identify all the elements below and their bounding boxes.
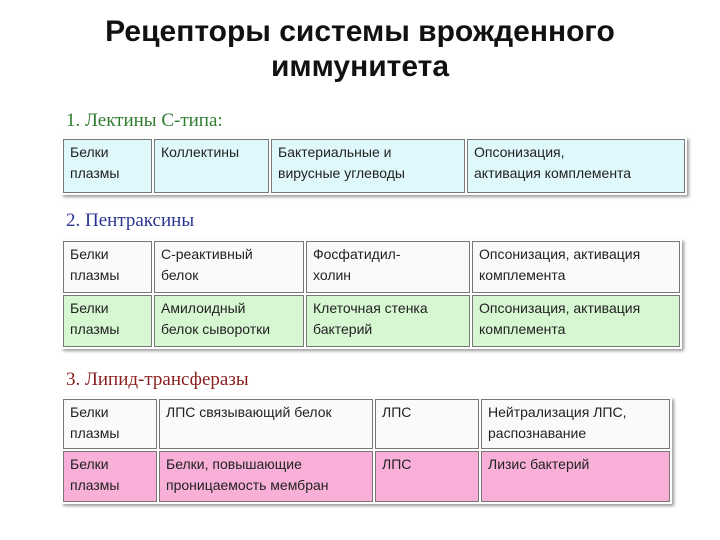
table-cell: Бактериальные и вирусные углеводы — [271, 139, 465, 193]
lipid-transferases-table — [61, 397, 672, 504]
table-cell: Белки плазмы — [63, 451, 157, 502]
table-cell: ЛПС — [375, 451, 479, 502]
table-row — [61, 239, 682, 294]
table-cell: С-реактивный белок — [154, 241, 304, 293]
table-row — [61, 449, 672, 503]
table-cell: Белки плазмы — [63, 241, 152, 293]
table-cell: ЛПС связывающий белок — [159, 399, 373, 449]
table-cell: ЛПС — [375, 399, 479, 449]
table-cell: Фосфатидил- холин — [306, 241, 470, 293]
table-cell: Белки, повышающие проницаемость мембран — [159, 451, 373, 502]
table-cell: Белки плазмы — [63, 399, 157, 449]
table-row — [61, 293, 682, 348]
section-heading-lipid-transferases: 3. Липид-трансферазы — [66, 369, 249, 390]
table-cell: Клеточная стенка бактерий — [306, 295, 470, 347]
pentraxins-table — [61, 239, 682, 349]
table-cell: Опсонизация, активация комплемента — [472, 295, 680, 347]
table-cell: Лизис бактерий — [481, 451, 670, 502]
table-cell: Опсонизация, активация комплемента — [472, 241, 680, 293]
lectins-table — [61, 137, 687, 195]
table-cell: Белки плазмы — [63, 295, 152, 347]
table-row — [61, 137, 687, 195]
table-cell: Амилоидный белок сыворотки — [154, 295, 304, 347]
table-cell: Нейтрализация ЛПС, распознавание — [481, 399, 670, 449]
table-cell: Опсонизация, активация комплемента — [467, 139, 685, 193]
table-row — [61, 397, 672, 450]
table-cell: Белки плазмы — [63, 139, 152, 193]
page-title: Рецепторы системы врожденного иммунитета — [105, 15, 615, 83]
section-heading-pentraxins: 2. Пентраксины — [66, 210, 195, 231]
section-heading-lectins: 1. Лектины С-типа: — [66, 110, 223, 131]
table-cell: Коллектины — [154, 139, 269, 193]
